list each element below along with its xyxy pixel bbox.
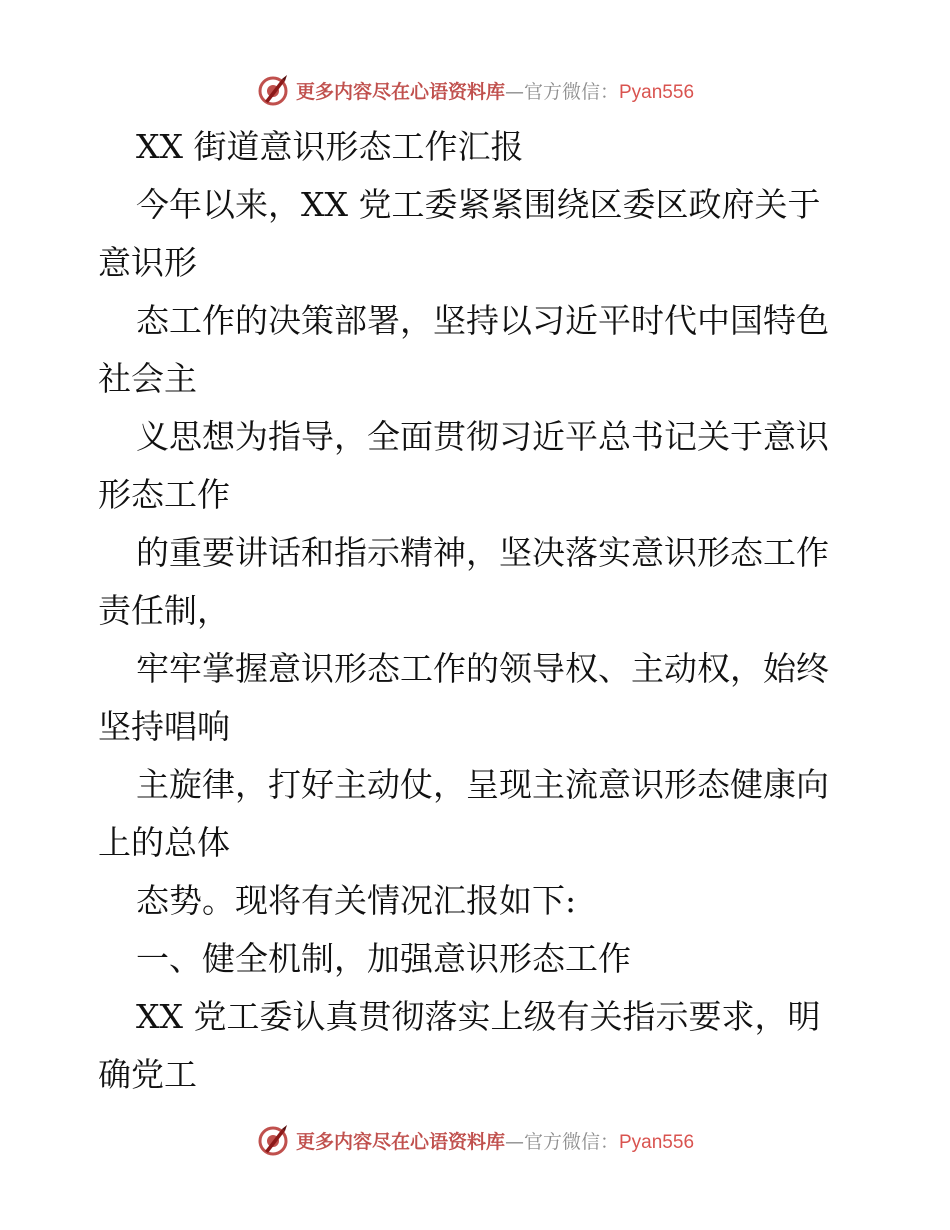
banner-content (256, 73, 694, 107)
banner-wechat-handle: Pyan556 (619, 81, 695, 103)
text-line: 的重要讲话和指示精神，坚决落实意识形态工作 (136, 533, 829, 572)
text-line: 确党工 (98, 1055, 197, 1094)
banner-content (256, 1123, 694, 1157)
text-line: 义思想为指导，全面贯彻习近平总书记关于意识 (136, 417, 829, 456)
text-line: 态工作的决策部署，坚持以习近平时代中国特色 (136, 301, 829, 340)
banner-main-text: 更多内容尽在心语资料库 (295, 80, 505, 103)
banner-official-label: 官方微信： (523, 1130, 619, 1153)
banner-text (296, 77, 694, 104)
banner-dash: — (504, 80, 524, 103)
banner-text (296, 1127, 694, 1154)
text-line: 坚持唱响 (98, 707, 230, 746)
text-line: 形态工作 (98, 475, 230, 514)
header-watermark-banner (0, 70, 950, 110)
text-line: 社会主 (98, 359, 197, 398)
text-line: 上的总体 (98, 823, 230, 862)
text-line: 意识形 (98, 243, 197, 282)
text-line: 主旋律，打好主动仗，呈现主流意识形态健康向 (136, 765, 829, 804)
banner-wechat-handle: Pyan556 (619, 1131, 695, 1153)
quill-pen-logo-icon (256, 1123, 290, 1157)
text-line: 责任制， (98, 591, 230, 630)
text-line: 态势。现将有关情况汇报如下: (136, 881, 577, 920)
document-body (98, 118, 858, 1104)
banner-dash: — (504, 1130, 524, 1153)
section-heading: 一、健全机制，加强意识形态工作 (136, 939, 631, 978)
text-line: 今年以来，XX 党工委紧紧围绕区委区政府关于 (136, 185, 821, 224)
document-title: XX 街道意识形态工作汇报 (136, 127, 524, 166)
footer-watermark-banner (0, 1120, 950, 1160)
quill-pen-logo-icon (256, 73, 290, 107)
text-line: 牢牢掌握意识形态工作的领导权、主动权，始终 (136, 649, 829, 688)
banner-official-label: 官方微信： (523, 80, 619, 103)
text-line: XX 党工委认真贯彻落实上级有关指示要求，明 (136, 997, 821, 1036)
banner-main-text: 更多内容尽在心语资料库 (295, 1130, 505, 1153)
